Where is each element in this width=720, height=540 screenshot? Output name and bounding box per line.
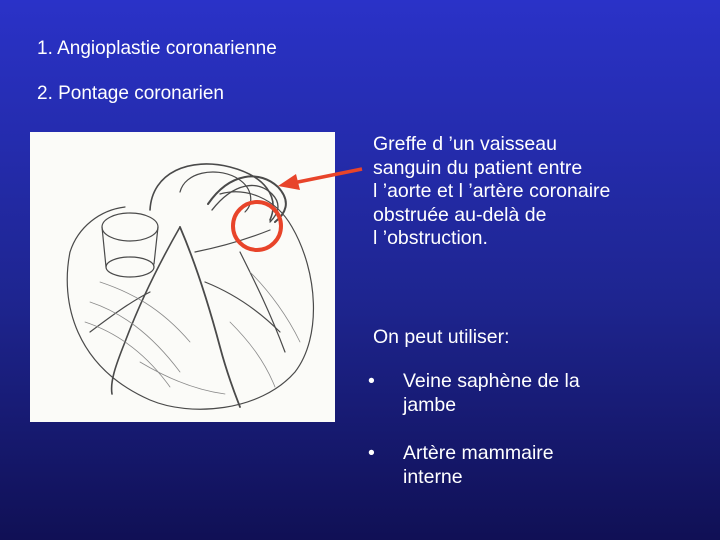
options-heading: On peut utiliser: bbox=[373, 326, 510, 348]
bullet-icon: • bbox=[368, 370, 375, 392]
bypass-description bbox=[373, 133, 693, 251]
heart-illustration bbox=[30, 132, 335, 422]
description-text: Greffe d ’un vaisseau sanguin du patient entre l ’aorte et l ’artère coronaire obstruée au-delà de l ’obstruction. bbox=[373, 133, 611, 249]
list-item-text: Artère mammaire interne bbox=[403, 442, 554, 488]
list-item-text: Veine saphène de la jambe bbox=[403, 370, 580, 416]
list-item-angioplasty: 1. Angioplastie coronarienne bbox=[37, 38, 277, 59]
red-circle-highlight bbox=[233, 202, 281, 250]
list-item-bypass: 2. Pontage coronarien bbox=[37, 83, 224, 104]
heart-bypass-drawing-icon bbox=[30, 132, 335, 422]
bullet-icon: • bbox=[368, 442, 375, 464]
